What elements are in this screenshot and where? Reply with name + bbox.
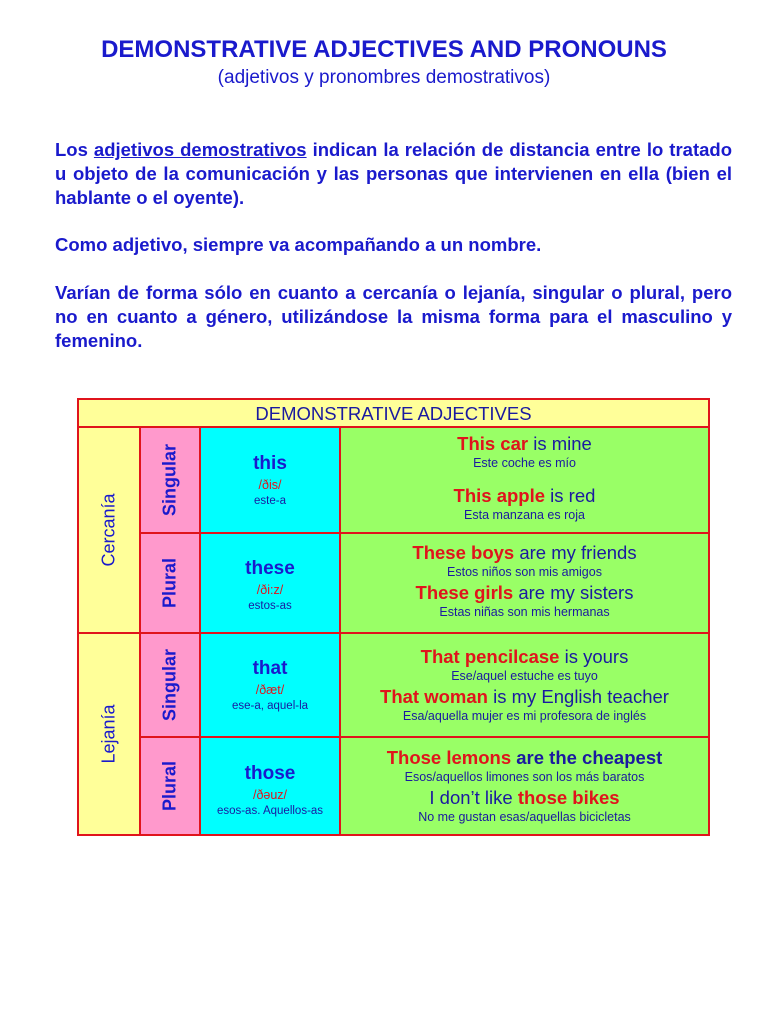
page-title: DEMONSTRATIVE ADJECTIVES AND PRONOUNS — [101, 36, 667, 63]
demonstrative-word: these — [245, 558, 295, 579]
example-translation: Esa/aquella mujer es mi profesora de inglés — [402, 709, 647, 723]
demonstrative-adjectives-table — [77, 398, 710, 836]
intro-paragraph-2: Como adjetivo, siempre va acompañando a un nombre. — [55, 234, 542, 255]
example-sentence: This car is mine — [457, 433, 592, 454]
number-label: Singular — [159, 443, 180, 517]
number-cell — [141, 738, 201, 834]
spanish-translation: este-a — [254, 495, 286, 507]
example-translation: Esos/aquellos limones son los más baratos — [404, 770, 645, 784]
example-sentence: That pencilcase is yours — [420, 646, 629, 667]
phonetic: /ði:z/ — [256, 583, 284, 597]
phonetic: /ðis/ — [258, 478, 282, 492]
group-cell-lejania — [79, 634, 141, 834]
phonetic: /ðəuz/ — [252, 788, 288, 802]
example-translation: Estos niños son mis amigos — [447, 565, 602, 579]
examples-cell — [341, 738, 708, 834]
intro-paragraph-1 — [55, 138, 732, 210]
group-label-cercania: Cercanía — [98, 493, 119, 567]
intro-p1-prefix: Los — [55, 139, 94, 160]
spanish-translation: esos-as. Aquellos-as — [216, 805, 324, 817]
demonstrative-cell — [201, 634, 341, 738]
number-cell — [141, 634, 201, 738]
number-cell — [141, 534, 201, 634]
phonetic: /ðæt/ — [255, 683, 285, 697]
example-sentence: These boys are my friends — [412, 542, 637, 563]
number-label: Plural — [159, 557, 180, 609]
group-label-lejania: Lejanía — [98, 704, 119, 764]
example-translation: Estas niñas son mis hermanas — [439, 605, 610, 619]
example-translation: No me gustan esas/aquellas bicicletas — [418, 810, 631, 824]
example-translation: Este coche es mío — [473, 456, 576, 470]
demonstrative-cell — [201, 534, 341, 634]
number-cell — [141, 428, 201, 534]
intro-p1-rest: indican la relación de distancia entre lo tratado u objeto de la comunicación y las personas que intervienen en ella (bien el hablante o el oyente). — [55, 139, 732, 208]
example-translation: Esta manzana es roja — [464, 508, 585, 522]
intro-paragraph-3: Varían de forma sólo en cuanto a cercanía o lejanía, singular o plural, pero no en cuanto a género, utilizándose la misma forma para el masculino y femenino. — [55, 282, 732, 351]
demonstrative-word: this — [253, 453, 287, 474]
examples-cell — [341, 534, 708, 634]
example-sentence: These girls are my sisters — [415, 582, 634, 603]
spanish-translation: estos-as — [248, 600, 292, 612]
page-subtitle: (adjetivos y pronombres demostrativos) — [217, 67, 551, 88]
demonstrative-cell — [201, 738, 341, 834]
spanish-translation: ese-a, aquel-la — [231, 700, 309, 712]
number-label: Plural — [159, 760, 180, 812]
adjetivos-demostrativos-term: adjetivos demostrativos — [93, 139, 307, 160]
example-sentence: This apple is red — [453, 485, 596, 506]
group-cell-cercania — [79, 428, 141, 634]
examples-cell — [341, 634, 708, 738]
demonstrative-cell — [201, 428, 341, 534]
example-sentence: Those lemons are the cheapest — [386, 747, 663, 768]
examples-cell — [341, 428, 708, 534]
demonstrative-word: that — [252, 658, 288, 679]
table-title: DEMONSTRATIVE ADJECTIVES — [79, 400, 708, 428]
number-label: Singular — [159, 648, 180, 722]
demonstrative-word: those — [244, 763, 296, 784]
example-sentence: I don’t like those bikes — [429, 787, 620, 808]
example-translation: Ese/aquel estuche es tuyo — [451, 669, 598, 683]
example-sentence: That woman is my English teacher — [380, 686, 669, 707]
